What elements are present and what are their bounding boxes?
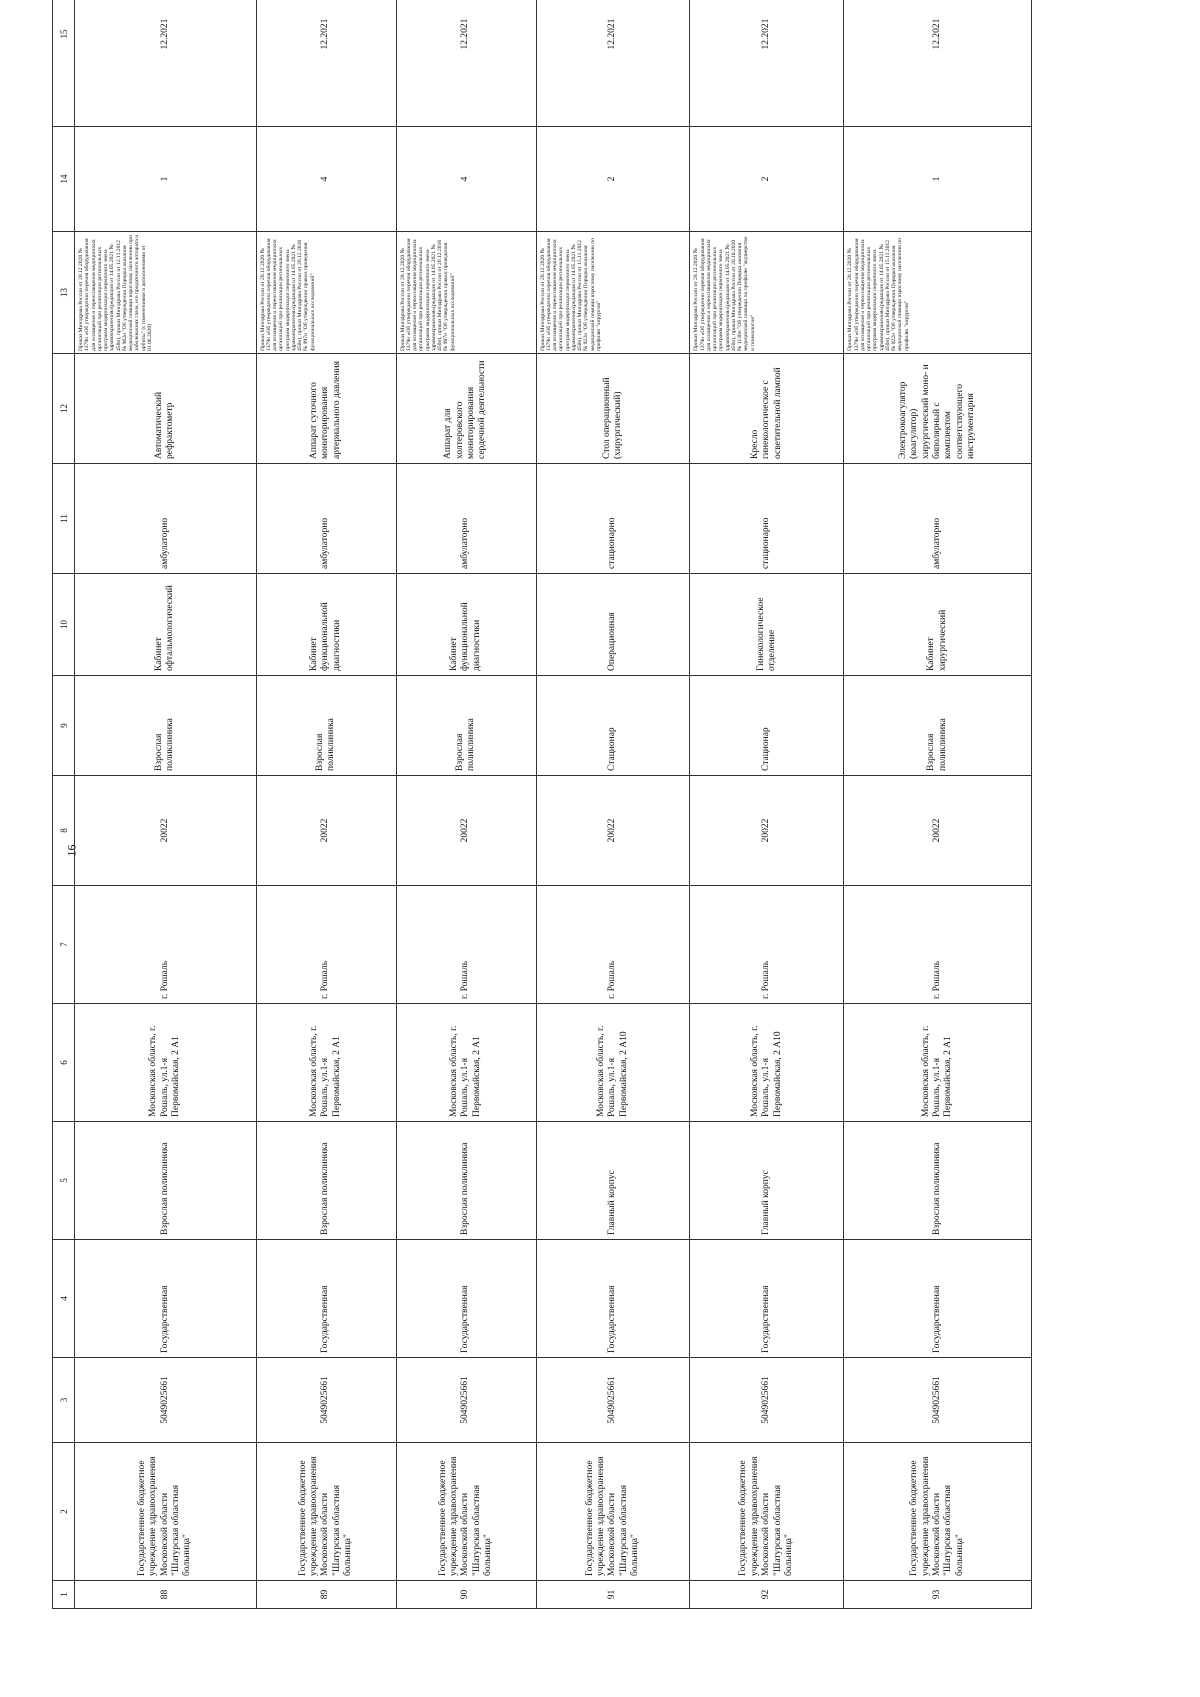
equipment-name: Аппарат суточного мониторирования артериального давления bbox=[256, 354, 396, 464]
code: 20022 bbox=[536, 776, 690, 886]
inn: 5049025661 bbox=[844, 1358, 1032, 1443]
ownership-form: Государственная bbox=[75, 1240, 257, 1358]
table-row bbox=[396, 0, 536, 1609]
table-row bbox=[75, 0, 257, 1609]
address: Московская область, г. Рошаль, ул.1-я Первомайская, 2 А1 bbox=[75, 1004, 257, 1122]
column-number: 1 bbox=[53, 1581, 75, 1609]
legal-basis: Приказ Минздрава России от 28.12.2020 № 1379н «Об утверждении перечня оборудования для оснащения и переоснащения медицинских организаций при реализации региональных программ модернизации первичного звена здравоохранения»(редакция от 14.05.2021 № 450н), приказ Минздрава России от 12.11.2012 № 902н "Об утверждении Порядка оказания медицинской помощи взрослому населению при заболеваниях глаза, его придаточного аппарата и орбиты" (с изменениями и дополнениями от 01.06.2020) bbox=[75, 232, 257, 354]
city: г. Рошаль bbox=[396, 886, 536, 1004]
date: 12.2021 bbox=[396, 0, 536, 127]
table-row bbox=[256, 0, 396, 1609]
equipment-name: Электрокоагулятор (коагулятор) хирургический моно- и биполярный с комплектом соответствующего инструментария bbox=[844, 354, 1032, 464]
city: г. Рошаль bbox=[844, 886, 1032, 1004]
unit: Взрослая поликлиника bbox=[844, 676, 1032, 776]
organization-name: Государственное бюджетное учреждение здравоохранения Московской области "Шатурская областная больница" bbox=[396, 1443, 536, 1581]
legal-basis: Приказ Минздрава России от 28.12.2020 № 1379н «Об утверждении перечня оборудования для оснащения и переоснащения медицинских организаций при реализации региональных программ модернизации первичного звена здравоохранения»(редакция от 14.05.2021 № 450н), приказ Минздрава России от 26.12.2016 № 997н "Об утверждении правил проведения функциональных исследований" bbox=[256, 232, 396, 354]
column-number: 11 bbox=[53, 464, 75, 574]
column-number: 14 bbox=[53, 127, 75, 232]
organization-name: Государственное бюджетное учреждение здравоохранения Московской области "Шатурская областная больница" bbox=[256, 1443, 396, 1581]
column-number: 4 bbox=[53, 1240, 75, 1358]
address: Московская область, г. Рошаль, ул.1-я Первомайская, 2 А1 bbox=[396, 1004, 536, 1122]
quantity: 2 bbox=[536, 127, 690, 232]
table-row bbox=[536, 0, 690, 1609]
legal-basis: Приказ Минздрава России от 28.12.2020 № 1379н «Об утверждении перечня оборудования для оснащения и переоснащения медицинских организаций при реализации региональных программ модернизации первичного звена здравоохранения»(редакция от 14.05.2021 № 450н), приказ Минздрава России от 20.10.2020 № 1130н "Об утверждении Порядка оказания медицинской помощи по профилю "акушерство и гинекология" bbox=[690, 232, 844, 354]
inn: 5049025661 bbox=[690, 1358, 844, 1443]
address: Московская область, г. Рошаль, ул.1-я Первомайская, 2 А10 bbox=[690, 1004, 844, 1122]
table-row bbox=[844, 0, 1032, 1609]
code: 20022 bbox=[75, 776, 257, 886]
column-number: 7 bbox=[53, 886, 75, 1004]
quantity: 1 bbox=[844, 127, 1032, 232]
column-number: 9 bbox=[53, 676, 75, 776]
city: г. Рошаль bbox=[690, 886, 844, 1004]
code: 20022 bbox=[844, 776, 1032, 886]
equipment-name: Автоматический рефрактометр bbox=[75, 354, 257, 464]
inn: 5049025661 bbox=[256, 1358, 396, 1443]
equipment-name: Кресло гинекологическое с осветительной лампой bbox=[690, 354, 844, 464]
legal-basis: Приказ Минздрава России от 28.12.2020 № 1379н «Об утверждении перечня оборудования для оснащения и переоснащения медицинских организаций при реализации региональных программ модернизации первичного звена здравоохранения»(редакция от 14.05.2021 № 450н), приказ Минздрава России от 15.11.2012 № 922н "Об утверждении Порядка оказания медицинской помощи взрослому населению по профилю "хирургия" bbox=[536, 232, 690, 354]
column-number: 2 bbox=[53, 1443, 75, 1581]
column-number: 15 bbox=[53, 0, 75, 127]
department: Кабинет функциональной диагностики bbox=[396, 574, 536, 676]
column-number: 12 bbox=[53, 354, 75, 464]
code: 20022 bbox=[690, 776, 844, 886]
department: Кабинет хирургический bbox=[844, 574, 1032, 676]
page-number: 16 bbox=[64, 844, 79, 857]
quantity: 4 bbox=[256, 127, 396, 232]
equipment-name: Стол операционный (хирургический) bbox=[536, 354, 690, 464]
equipment-name: Аппарат для холтеровского мониторирования сердечной деятельности bbox=[396, 354, 536, 464]
city: г. Рошаль bbox=[536, 886, 690, 1004]
address: Московская область, г. Рошаль, ул.1-я Первомайская, 2 А10 bbox=[536, 1004, 690, 1122]
city: г. Рошаль bbox=[256, 886, 396, 1004]
column-number: 13 bbox=[53, 232, 75, 354]
care-type: амбулаторно bbox=[256, 464, 396, 574]
date: 12.2021 bbox=[75, 0, 257, 127]
ownership-form: Государственная bbox=[396, 1240, 536, 1358]
department: Гинекологическое отделение bbox=[690, 574, 844, 676]
organization-name: Государственное бюджетное учреждение здравоохранения Московской области "Шатурская областная больница" bbox=[536, 1443, 690, 1581]
building: Взрослая поликлиника bbox=[844, 1122, 1032, 1240]
row-number: 90 bbox=[396, 1581, 536, 1609]
care-type: амбулаторно bbox=[844, 464, 1032, 574]
unit: Взрослая поликлиника bbox=[75, 676, 257, 776]
ownership-form: Государственная bbox=[536, 1240, 690, 1358]
inn: 5049025661 bbox=[536, 1358, 690, 1443]
code: 20022 bbox=[396, 776, 536, 886]
building: Взрослая поликлиника bbox=[396, 1122, 536, 1240]
column-number: 5 bbox=[53, 1122, 75, 1240]
quantity: 1 bbox=[75, 127, 257, 232]
department: Кабинет функциональной диагностики bbox=[256, 574, 396, 676]
care-type: стационарно bbox=[690, 464, 844, 574]
equipment-table bbox=[52, 0, 1032, 1609]
code: 20022 bbox=[256, 776, 396, 886]
date: 12.2021 bbox=[844, 0, 1032, 127]
care-type: амбулаторно bbox=[75, 464, 257, 574]
column-number: 8 bbox=[53, 776, 75, 886]
row-number: 91 bbox=[536, 1581, 690, 1609]
building: Главный корпус bbox=[536, 1122, 690, 1240]
address: Московская область, г. Рошаль, ул.1-я Первомайская, 2 А1 bbox=[844, 1004, 1032, 1122]
date: 12.2021 bbox=[256, 0, 396, 127]
row-number: 92 bbox=[690, 1581, 844, 1609]
quantity: 4 bbox=[396, 127, 536, 232]
legal-basis: Приказ Минздрава России от 28.12.2020 № 1379н «Об утверждении перечня оборудования для оснащения и переоснащения медицинских организаций при реализации региональных программ модернизации первичного звена здравоохранения»(редакция от 14.05.2021 № 450н), приказ Минздрава России от 26.12.2016 № 997н "Об утверждении правил проведения функциональных исследований" bbox=[396, 232, 536, 354]
ownership-form: Государственная bbox=[690, 1240, 844, 1358]
inn: 5049025661 bbox=[75, 1358, 257, 1443]
table-body bbox=[75, 0, 1032, 1609]
unit: Взрослая поликлиника bbox=[256, 676, 396, 776]
row-number: 89 bbox=[256, 1581, 396, 1609]
unit: Стационар bbox=[536, 676, 690, 776]
date: 12.2021 bbox=[536, 0, 690, 127]
inn: 5049025661 bbox=[396, 1358, 536, 1443]
column-number: 3 bbox=[53, 1358, 75, 1443]
address: Московская область, г. Рошаль, ул.1-я Первомайская, 2 А1 bbox=[256, 1004, 396, 1122]
row-number: 88 bbox=[75, 1581, 257, 1609]
unit: Взрослая поликлиника bbox=[396, 676, 536, 776]
city: г. Рошаль bbox=[75, 886, 257, 1004]
legal-basis: Приказ Минздрава России от 28.12.2020 № 1379н «Об утверждении перечня оборудования для оснащения и переоснащения медицинских организаций при реализации региональных программ модернизации первичного звена здравоохранения»(редакция от 14.05.2021 № 450н), приказ Минздрава России от 15.11.2012 № 922н "Об утверждении Порядка оказания медицинской помощи взрослому населению по профилю "хирургия" bbox=[844, 232, 1032, 354]
organization-name: Государственное бюджетное учреждение здравоохранения Московской области "Шатурская областная больница" bbox=[690, 1443, 844, 1581]
care-type: амбулаторно bbox=[396, 464, 536, 574]
column-number: 10 bbox=[53, 574, 75, 676]
quantity: 2 bbox=[690, 127, 844, 232]
row-number: 93 bbox=[844, 1581, 1032, 1609]
department: Операционная bbox=[536, 574, 690, 676]
care-type: стационарно bbox=[536, 464, 690, 574]
organization-name: Государственное бюджетное учреждение здравоохранения Московской области "Шатурская областная больница" bbox=[75, 1443, 257, 1581]
building: Взрослая поликлиника bbox=[256, 1122, 396, 1240]
ownership-form: Государственная bbox=[844, 1240, 1032, 1358]
ownership-form: Государственная bbox=[256, 1240, 396, 1358]
rotated-table-container bbox=[52, 18, 1032, 1609]
department: Кабинет офтальмологический bbox=[75, 574, 257, 676]
building: Главный корпус bbox=[690, 1122, 844, 1240]
column-number: 6 bbox=[53, 1004, 75, 1122]
unit: Стационар bbox=[690, 676, 844, 776]
organization-name: Государственное бюджетное учреждение здравоохранения Московской области "Шатурская областная больница" bbox=[844, 1443, 1032, 1581]
date: 12.2021 bbox=[690, 0, 844, 127]
building: Взрослая поликлиника bbox=[75, 1122, 257, 1240]
table-row bbox=[690, 0, 844, 1609]
column-number-row bbox=[53, 0, 75, 1609]
